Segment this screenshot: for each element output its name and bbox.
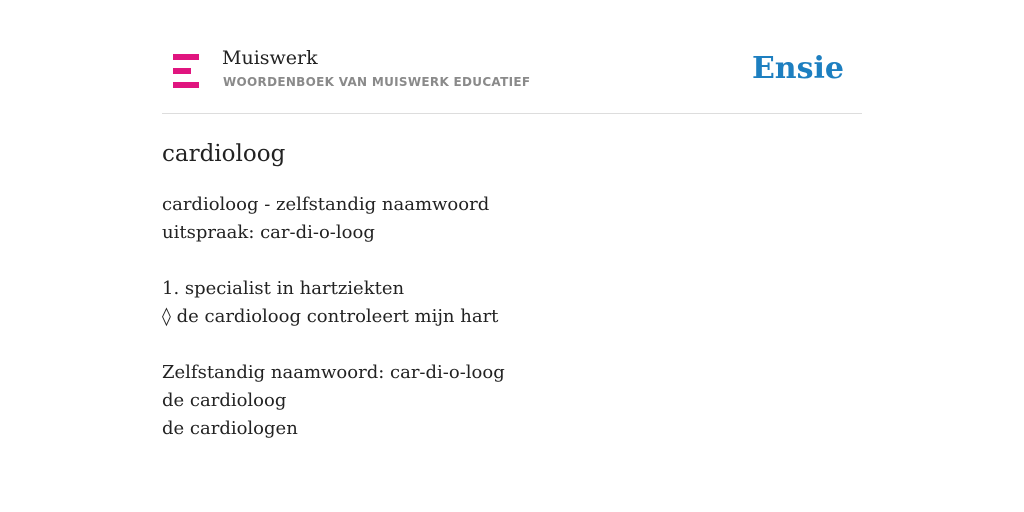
plural-form: de cardiologen — [162, 418, 298, 439]
definition-line: 1. specialist in hartziekten — [162, 278, 405, 299]
dictionary-entry — [162, 191, 862, 443]
header — [162, 0, 862, 114]
grammar-heading: Zelfstandig naamwoord: car-di-o-loog — [162, 362, 505, 383]
part-of-speech-line: cardioloog - zelfstandig naamwoord — [162, 194, 490, 215]
muiswerk-logo-icon[interactable] — [173, 54, 199, 88]
page-title: cardioloog — [162, 141, 286, 167]
spacer — [162, 331, 862, 359]
singular-form: de cardioloog — [162, 390, 287, 411]
site-subtitle: WOORDENBOEK VAN MUISWERK EDUCATIEF — [223, 75, 531, 89]
site-title[interactable]: Muiswerk — [222, 47, 318, 69]
example-line: ◊ de cardioloog controleert mijn hart — [162, 306, 499, 327]
spacer — [162, 247, 862, 275]
pronunciation-line: uitspraak: car-di-o-loog — [162, 222, 375, 243]
page — [162, 0, 862, 443]
ensie-logo[interactable]: Ensie — [751, 51, 844, 86]
